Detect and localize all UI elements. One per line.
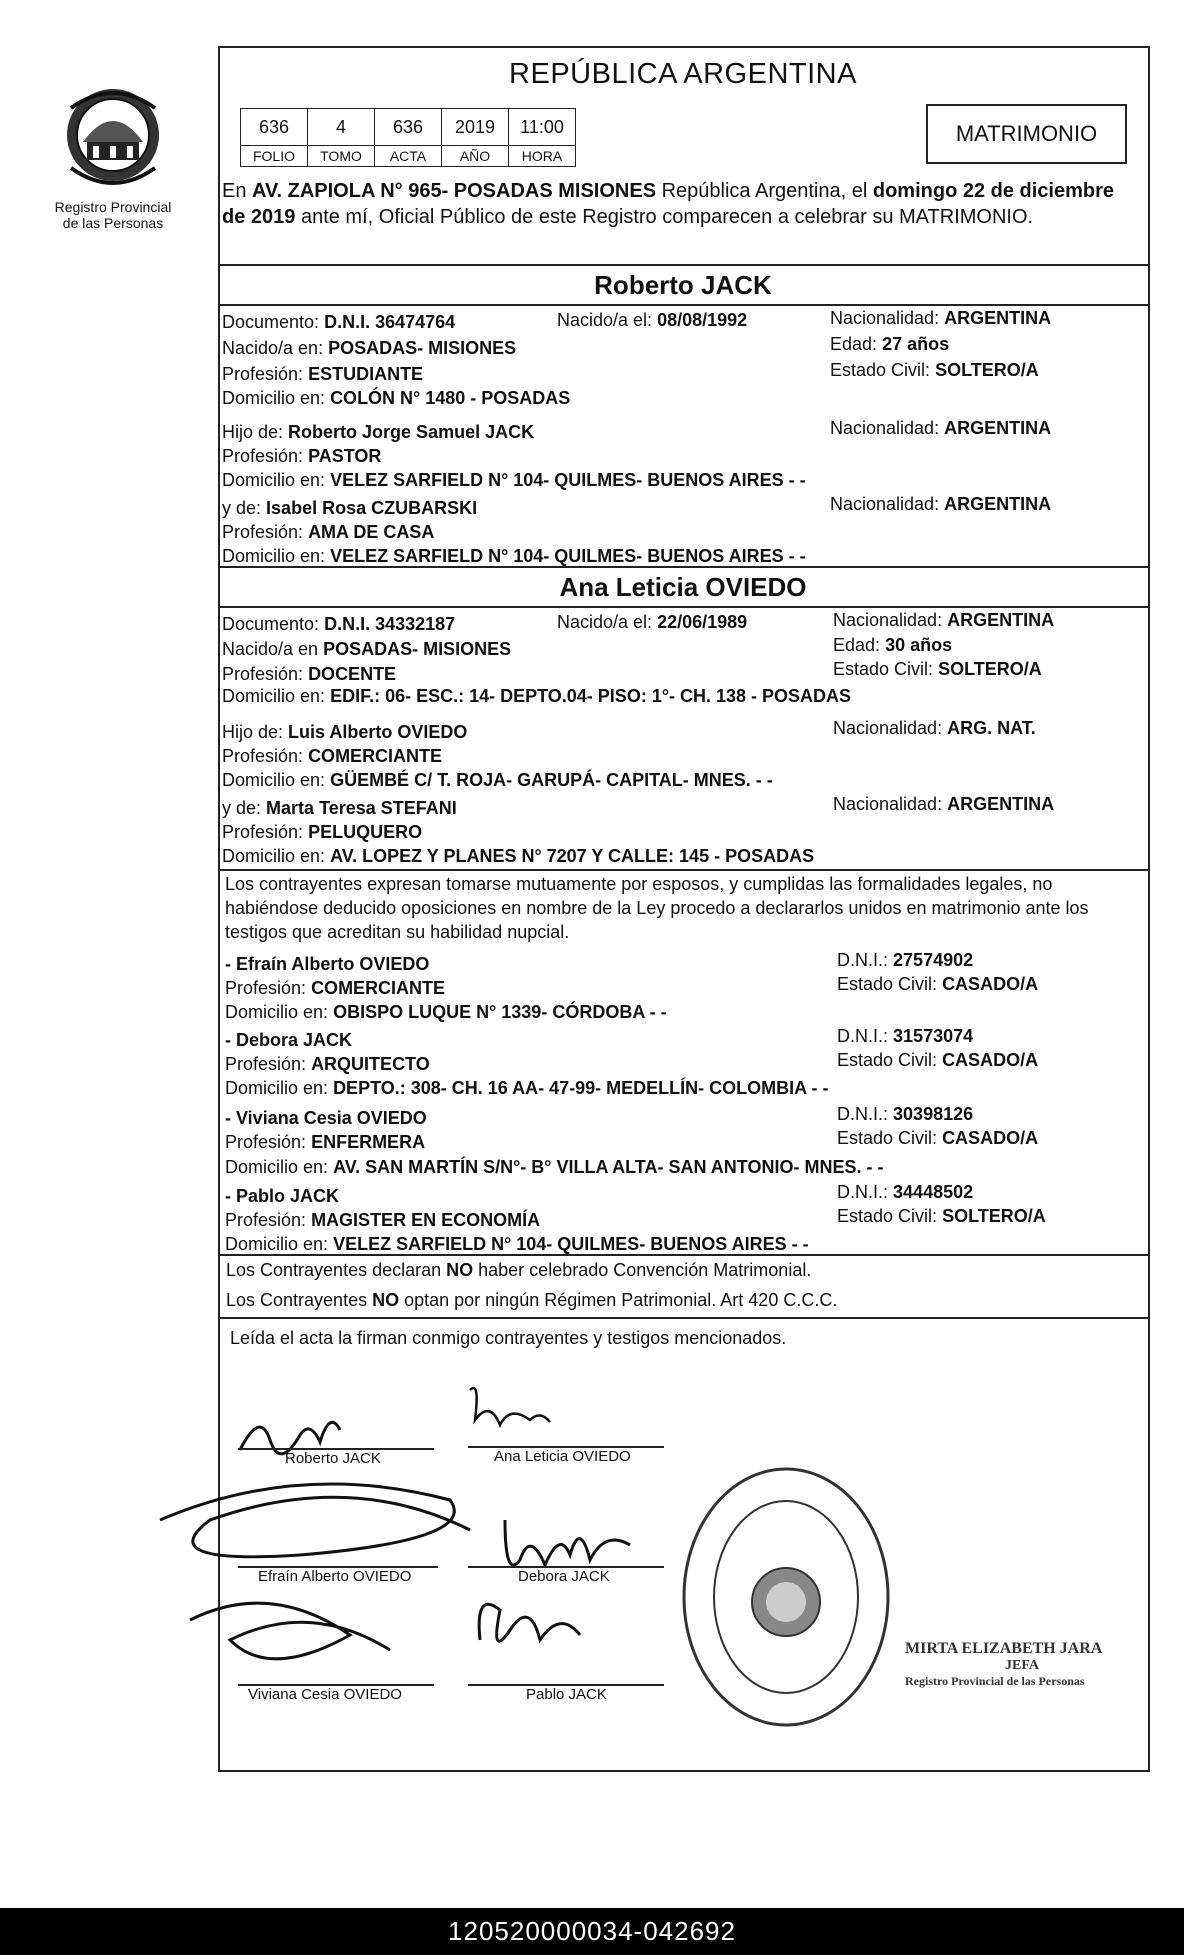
field-value: Isabel Rosa CZUBARSKI (266, 498, 478, 518)
convention-text: Los Contrayentes (226, 1290, 373, 1310)
witness-name (225, 1108, 427, 1129)
declaration-text: Los contrayentes expresan tomarse mutuamente por esposos, y cumplidas las formalidades legales, no habiéndose deducido oposiciones en nombre de la Ley procedo a declararlos unidos en matrimonio ante los testigos que acreditan su habilidad nupcial. (225, 874, 1089, 942)
field-label: Domicilio en: (225, 1078, 329, 1098)
signature-name: Debora JACK (518, 1568, 610, 1585)
field-label: Estado Civil: (837, 974, 938, 994)
bride-civil-status (833, 659, 1042, 680)
field-value: 22/06/1989 (657, 612, 748, 632)
field-label: Estado Civil: (837, 1050, 938, 1070)
convention-text: haber celebrado Convención Matrimonial. (473, 1260, 812, 1280)
bride-birthdate (557, 612, 747, 633)
field-label: Domicilio en: (225, 1157, 329, 1177)
divider (218, 869, 1148, 871)
witness-profession (225, 978, 445, 999)
convention-text: Los Contrayentes declaran (226, 1260, 447, 1280)
field-label: Documento: (222, 614, 320, 634)
groom-civil-status (830, 360, 1039, 381)
field-label: Nacionalidad: (833, 794, 943, 814)
witness-civil-status (837, 974, 1038, 995)
groom-father-profession (222, 446, 381, 467)
field-label: Nacido/a el: (557, 310, 653, 330)
bride-father-address (222, 770, 773, 791)
field-value: 30 años (885, 635, 953, 655)
field-value: ENFERMERA (311, 1132, 426, 1152)
groom-father-address (222, 470, 806, 491)
official-seal (905, 1640, 1125, 1689)
field-label: Nacido/a en: (222, 338, 324, 358)
field-value: ARGENTINA (944, 308, 1052, 328)
divider (218, 606, 1148, 608)
folio-value: 636 (241, 109, 308, 146)
intro-text: En (222, 180, 253, 202)
witness-address (225, 1078, 828, 1099)
field-label: Profesión: (222, 664, 304, 684)
witness-profession (225, 1210, 540, 1231)
signature-name: Ana Leticia OVIEDO (494, 1448, 631, 1465)
field-label: Edad: (833, 635, 881, 655)
bride-profession (222, 664, 396, 685)
field-label: D.N.I.: (837, 950, 889, 970)
bride-age (833, 635, 952, 656)
divider (218, 264, 1148, 266)
field-label: Nacionalidad: (830, 308, 940, 328)
field-value: COLÓN N° 1480 - POSADAS (330, 388, 571, 408)
field-value: COMERCIANTE (308, 746, 443, 766)
groom-document (222, 312, 455, 333)
field-label: Profesión: (222, 522, 304, 542)
field-value: VELEZ SARFIELD N° 104- QUILMES- BUENOS AIRES - - (330, 546, 806, 566)
witness-name (225, 1030, 352, 1051)
field-label: D.N.I.: (837, 1026, 889, 1046)
groom-birthdate (557, 310, 747, 331)
field-label: Hijo de: (222, 422, 284, 442)
field-value: EDIF.: 06- ESC.: 14- DEPTO.04- PISO: 1°- CH. 138 - POSADAS (330, 686, 852, 706)
field-value: ARG. NAT. (947, 718, 1036, 738)
signature-name: Pablo JACK (526, 1686, 607, 1703)
field-label: Estado Civil: (833, 659, 934, 679)
field-value: VELEZ SARFIELD N° 104- QUILMES- BUENOS AIRES - - (330, 470, 806, 490)
groom-mother-profession (222, 522, 434, 543)
act-type-box: MATRIMONIO (926, 104, 1127, 164)
field-value: Luis Alberto OVIEDO (288, 722, 468, 742)
signature-scribble (505, 1520, 630, 1565)
groom-address (222, 388, 570, 409)
witness-civil-status (837, 1128, 1038, 1149)
tomo-value: 4 (308, 109, 375, 146)
field-label: Nacionalidad: (830, 494, 940, 514)
witness-address (225, 1234, 809, 1255)
field-value: ARQUITECTO (311, 1054, 430, 1074)
document-barcode-number: 120520000034-042692 (0, 1908, 1184, 1955)
field-value: VELEZ SARFIELD N° 104- QUILMES- BUENOS AIRES - - (333, 1234, 809, 1254)
field-label: Domicilio en: (225, 1002, 329, 1022)
witness-dni (837, 1182, 973, 1203)
groom-profession (222, 364, 423, 385)
bride-mother-address (222, 846, 814, 867)
witness-civil-status (837, 1050, 1038, 1071)
field-value: COMERCIANTE (311, 978, 446, 998)
reading-statement: Leída el acta la firman conmigo contrayentes y testigos mencionados. (230, 1328, 787, 1348)
field-label: Profesión: (222, 822, 304, 842)
field-value: ARGENTINA (944, 494, 1052, 514)
field-label: y de: (222, 498, 262, 518)
field-label: Domicilio en: (222, 546, 326, 566)
witness-dni (837, 1104, 973, 1125)
logo-caption (28, 199, 198, 231)
field-label: Profesión: (225, 1132, 307, 1152)
patrimonial-regime-statement (226, 1290, 837, 1311)
field-value: CASADO/A (942, 1050, 1039, 1070)
witness-name (225, 954, 429, 975)
field-value: ARGENTINA (944, 418, 1052, 438)
field-value: GÜEMBÉ C/ T. ROJA- GARUPÁ- CAPITAL- MNES. - - (330, 770, 773, 790)
bride-father (222, 722, 467, 743)
hora-value: 11:00 (509, 109, 576, 146)
document-title: REPÚBLICA ARGENTINA (509, 58, 857, 90)
intro-text: República Argentina, el (656, 180, 873, 202)
witness-civil-status (837, 1206, 1046, 1227)
witness-address (225, 1002, 667, 1023)
ano-value: 2019 (442, 109, 509, 146)
hora-label: HORA (509, 146, 576, 167)
field-value: - Viviana Cesia OVIEDO (225, 1108, 427, 1128)
bride-mother (222, 798, 457, 819)
bride-address (222, 686, 851, 707)
field-label: Profesión: (222, 446, 304, 466)
intro-text: ante mí, Oficial Público de este Registro comparecen a celebrar su MATRIMONIO. (295, 206, 1034, 228)
groom-nationality (830, 308, 1051, 329)
groom-mother-address (222, 546, 806, 567)
field-label: Domicilio en: (225, 1234, 329, 1254)
field-value: ARGENTINA (947, 610, 1055, 630)
field-value: 27 años (882, 334, 950, 354)
signatures-scribbles (150, 1380, 670, 1720)
groom-mother-nationality (830, 494, 1051, 515)
witness-profession (225, 1054, 430, 1075)
ano-label: AÑO (442, 146, 509, 167)
groom-mother (222, 498, 477, 519)
field-label: Nacido/a el: (557, 612, 653, 632)
field-value: ESTUDIANTE (308, 364, 424, 384)
field-value: SOLTERO/A (935, 360, 1039, 380)
field-value: 08/08/1992 (657, 310, 748, 330)
groom-father (222, 422, 534, 443)
field-label: Domicilio en: (222, 686, 326, 706)
convention-text: optan por ningún Régimen Patrimonial. Art 420 C.C.C. (399, 1290, 838, 1310)
field-label: Documento: (222, 312, 320, 332)
signature-name: Efraín Alberto OVIEDO (258, 1568, 412, 1585)
field-label: Profesión: (225, 1210, 307, 1230)
official-role: JEFA (1005, 1658, 1039, 1673)
field-label: Estado Civil: (837, 1206, 938, 1226)
witness-address (225, 1157, 883, 1178)
tomo-label: TOMO (308, 146, 375, 167)
bride-mother-profession (222, 822, 422, 843)
field-value: PELUQUERO (308, 822, 423, 842)
signature-scribble (479, 1604, 580, 1641)
witness-name (225, 1186, 339, 1207)
field-label: Domicilio en: (222, 770, 326, 790)
field-label: Nacionalidad: (830, 418, 940, 438)
folio-label: FOLIO (241, 146, 308, 167)
field-label: Profesión: (222, 746, 304, 766)
intro-date: domingo 22 de diciembre de 2019 (222, 180, 1115, 228)
field-value: MAGISTER EN ECONOMÍA (311, 1210, 541, 1230)
field-label: Domicilio en: (222, 470, 326, 490)
field-value: Roberto Jorge Samuel JACK (288, 422, 535, 442)
signature-name: Viviana Cesia OVIEDO (248, 1686, 402, 1703)
field-value: - Pablo JACK (225, 1186, 340, 1206)
groom-father-nationality (830, 418, 1051, 439)
field-label: Nacido/a en (222, 639, 319, 659)
bride-nationality (833, 610, 1054, 631)
field-value: CASADO/A (942, 1128, 1039, 1148)
bride-mother-nationality (833, 794, 1054, 815)
field-value: CASADO/A (942, 974, 1039, 994)
field-value: 31573074 (893, 1026, 974, 1046)
divider (218, 1317, 1148, 1319)
signature-name: Roberto JACK (285, 1450, 381, 1467)
field-label: Profesión: (225, 978, 307, 998)
divider (218, 304, 1148, 306)
field-label: y de: (222, 798, 262, 818)
province-seal-icon (63, 80, 163, 190)
field-value: 34448502 (893, 1182, 974, 1202)
field-label: Edad: (830, 334, 878, 354)
field-label: Nacionalidad: (833, 610, 943, 630)
groom-name: Roberto JACK (594, 270, 772, 300)
witness-dni (837, 950, 973, 971)
field-value: Marta Teresa STEFANI (266, 798, 457, 818)
bride-document (222, 614, 455, 635)
groom-birthplace (222, 338, 516, 359)
convention-no: NO (446, 1260, 474, 1280)
acta-label: ACTA (375, 146, 442, 167)
registry-logo (28, 80, 198, 231)
field-value: AV. SAN MARTÍN S/N°- B° VILLA ALTA- SAN ANTONIO- MNES. - - (333, 1157, 884, 1177)
field-label: Estado Civil: (837, 1128, 938, 1148)
convention-no: NO (372, 1290, 400, 1310)
field-value: DEPTO.: 308- CH. 16 AA- 47-99- MEDELLÍN- COLOMBIA - - (333, 1078, 829, 1098)
intro-address: AV. ZAPIOLA N° 965- POSADAS MISIONES (252, 180, 657, 202)
field-value: DOCENTE (308, 664, 397, 684)
field-label: Hijo de: (222, 722, 284, 742)
field-label: D.N.I.: (837, 1182, 889, 1202)
field-value: 27574902 (893, 950, 974, 970)
signature-scribble (190, 1603, 390, 1659)
field-value: POSADAS- MISIONES (323, 639, 512, 659)
field-value: POSADAS- MISIONES (328, 338, 517, 358)
witness-profession (225, 1132, 425, 1153)
field-value: - Debora JACK (225, 1030, 353, 1050)
field-label: Estado Civil: (830, 360, 931, 380)
field-value: 30398126 (893, 1104, 974, 1124)
bride-birthplace (222, 639, 511, 660)
registry-table (240, 108, 576, 167)
field-value: D.N.I. 36474764 (324, 312, 456, 332)
field-label: Domicilio en: (222, 846, 326, 866)
field-label: Nacionalidad: (833, 718, 943, 738)
intro-paragraph (222, 178, 1142, 230)
field-value: - Efraín Alberto OVIEDO (225, 954, 430, 974)
bride-name: Ana Leticia OVIEDO (559, 572, 807, 602)
field-label: Profesión: (222, 364, 304, 384)
field-label: Profesión: (225, 1054, 307, 1074)
field-label: Domicilio en: (222, 388, 326, 408)
bride-father-profession (222, 746, 442, 767)
field-label: D.N.I.: (837, 1104, 889, 1124)
bride-father-nationality (833, 718, 1036, 739)
registry-stamp-icon (676, 1462, 896, 1732)
signature-scribble (160, 1484, 470, 1557)
acta-value: 636 (375, 109, 442, 146)
field-value: AMA DE CASA (308, 522, 435, 542)
field-value: AV. LOPEZ Y PLANES N° 7207 Y CALLE: 145 - POSADAS (330, 846, 815, 866)
field-value: PASTOR (308, 446, 382, 466)
logo-caption-line2: de las Personas (62, 215, 164, 231)
field-value: ARGENTINA (947, 794, 1055, 814)
convention-statement (226, 1260, 811, 1281)
signature-scribble (470, 1388, 550, 1425)
logo-caption-line1: Registro Provincial (54, 199, 172, 215)
field-value: SOLTERO/A (938, 659, 1042, 679)
official-name: MIRTA ELIZABETH JARA (905, 1640, 1103, 1657)
witness-dni (837, 1026, 973, 1047)
field-value: OBISPO LUQUE N° 1339- CÓRDOBA - - (333, 1002, 667, 1022)
field-value: SOLTERO/A (942, 1206, 1046, 1226)
official-org: Registro Provincial de las Personas (905, 1674, 1085, 1688)
groom-age (830, 334, 949, 355)
field-value: D.N.I. 34332187 (324, 614, 456, 634)
